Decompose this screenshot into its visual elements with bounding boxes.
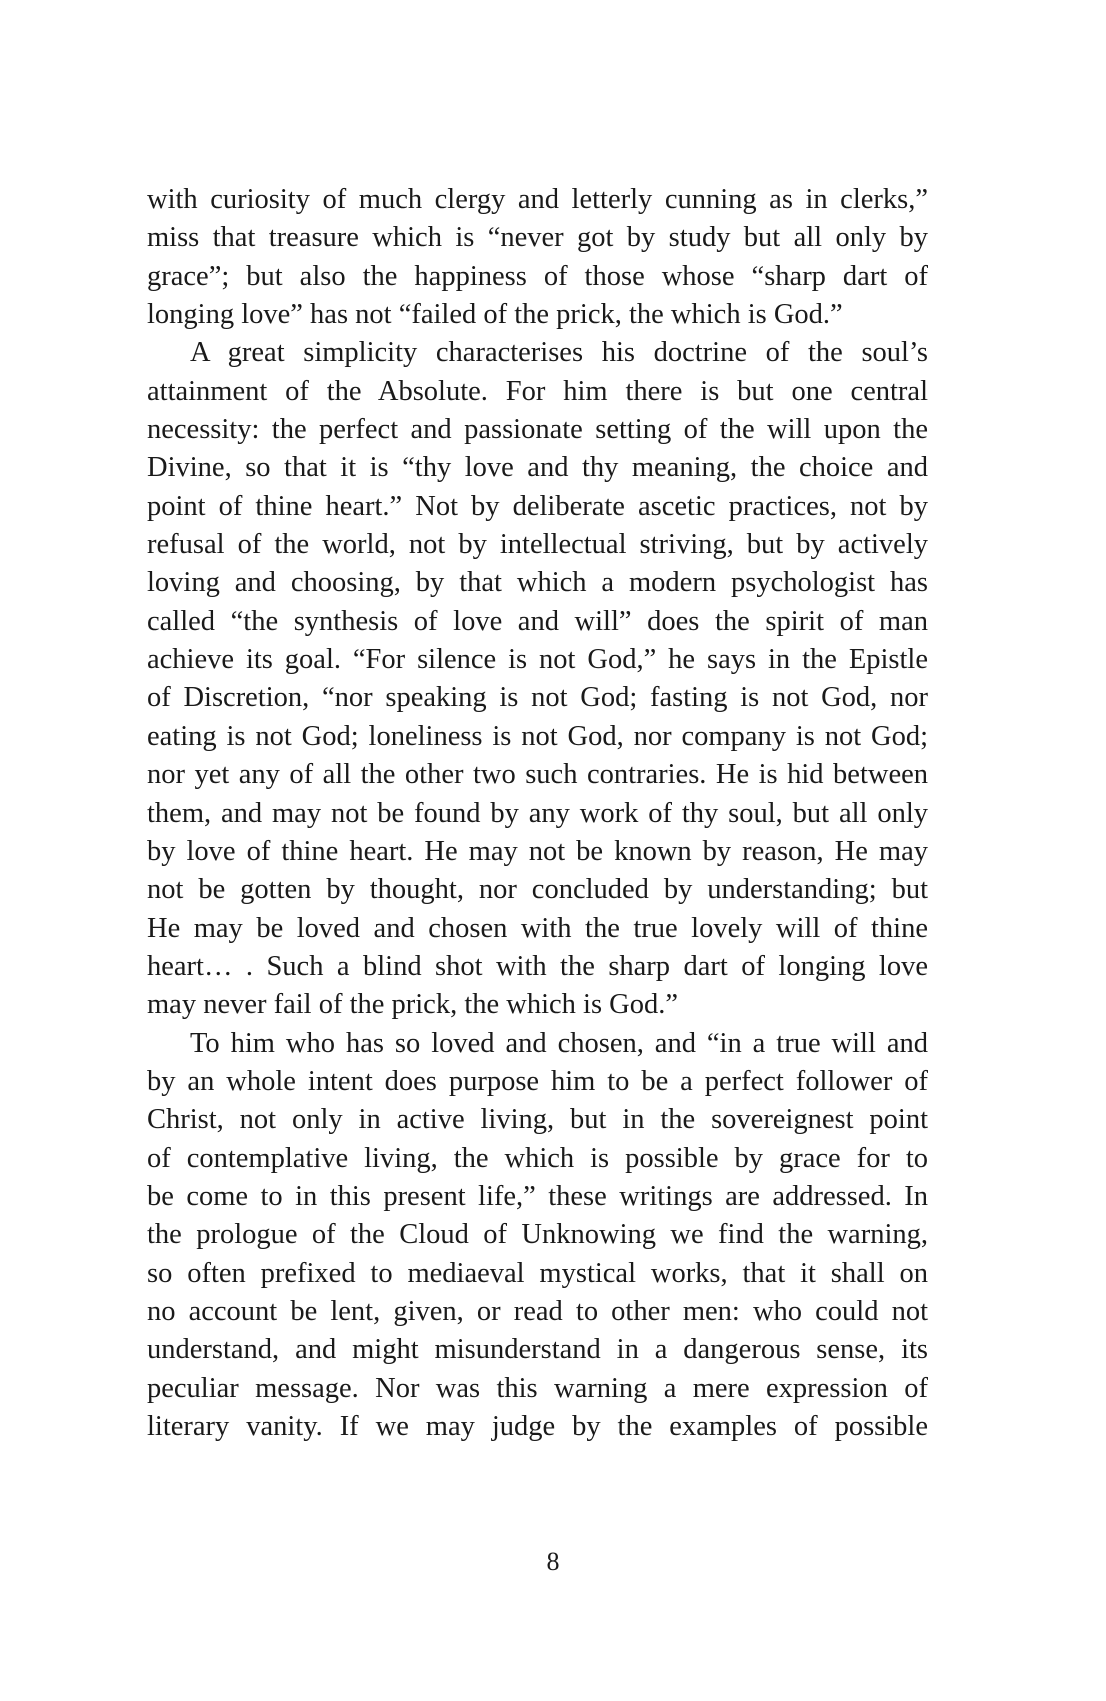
- body-text: [147, 181, 928, 1446]
- paragraph: [147, 334, 928, 1024]
- text-line: called “the synthesis of love and will” does the spirit of man: [147, 605, 928, 637]
- text-line: not be gotten by thought, nor concluded by understanding; but: [147, 874, 928, 906]
- page-number: 8: [546, 1547, 560, 1576]
- text-line: with curiosity of much clergy and letterly cunning as in clerks,”: [147, 184, 928, 215]
- text-line: may never fail of the prick, the which is God.”: [147, 989, 679, 1021]
- text-line: Divine, so that it is “thy love and thy meaning, the choice and: [147, 452, 928, 484]
- text-line: achieve its goal. “For silence is not God,” he says in the Epistle: [147, 644, 928, 676]
- text-line: necessity: the perfect and passionate setting of the will upon the: [147, 414, 928, 446]
- paragraph: [147, 1025, 928, 1447]
- text-line: point of thine heart.” Not by deliberate ascetic practices, not by: [147, 490, 928, 522]
- text-line: no account be lent, given, or read to other men: who could not: [147, 1295, 928, 1327]
- text-line: by an whole intent does purpose him to be a perfect follower of: [147, 1065, 928, 1097]
- text-line: loving and choosing, by that which a modern psychologist has: [147, 567, 928, 599]
- text-line: eating is not God; loneliness is not God, nor company is not God;: [147, 720, 928, 752]
- text-line: Christ, not only in active living, but in the sovereignest point: [147, 1104, 928, 1136]
- text-line: literary vanity. If we may judge by the examples of possible: [147, 1411, 928, 1442]
- text-line: understand, and might misunderstand in a dangerous sense, its: [147, 1334, 928, 1366]
- text-line: of contemplative living, the which is possible by grace for to: [147, 1142, 928, 1174]
- text-line: miss that treasure which is “never got by study but all only by: [147, 222, 928, 254]
- text-line: refusal of the world, not by intellectual striving, but by actively: [147, 529, 928, 561]
- text-line: of Discretion, “nor speaking is not God; fasting is not God, nor: [147, 682, 928, 714]
- text-line: by love of thine heart. He may not be known by reason, He may: [147, 835, 928, 867]
- text-line: longing love” has not “failed of the prick, the which is God.”: [147, 299, 843, 331]
- paragraph: [147, 181, 928, 334]
- text-line: To him who has so loved and chosen, and “in a true will and: [190, 1027, 928, 1059]
- text-line: so often prefixed to mediaeval mystical works, that it shall on: [147, 1257, 928, 1289]
- text-line: nor yet any of all the other two such contraries. He is hid between: [147, 759, 928, 791]
- text-line: peculiar message. Nor was this warning a mere expression of: [147, 1372, 928, 1404]
- text-line: He may be loved and chosen with the true lovely will of thine: [147, 912, 928, 944]
- text-line: them, and may not be found by any work of thy soul, but all only: [147, 797, 928, 829]
- text-line: grace”; but also the happiness of those whose “sharp dart of: [147, 260, 928, 292]
- text-line: attainment of the Absolute. For him there is but one central: [147, 375, 928, 407]
- text-line: A great simplicity characterises his doctrine of the soul’s: [190, 337, 928, 369]
- text-line: be come to in this present life,” these writings are addressed. In: [147, 1180, 928, 1212]
- text-line: the prologue of the Cloud of Unknowing we find the warning,: [147, 1219, 928, 1251]
- text-line: heart… . Such a blind shot with the sharp dart of longing love: [147, 950, 928, 982]
